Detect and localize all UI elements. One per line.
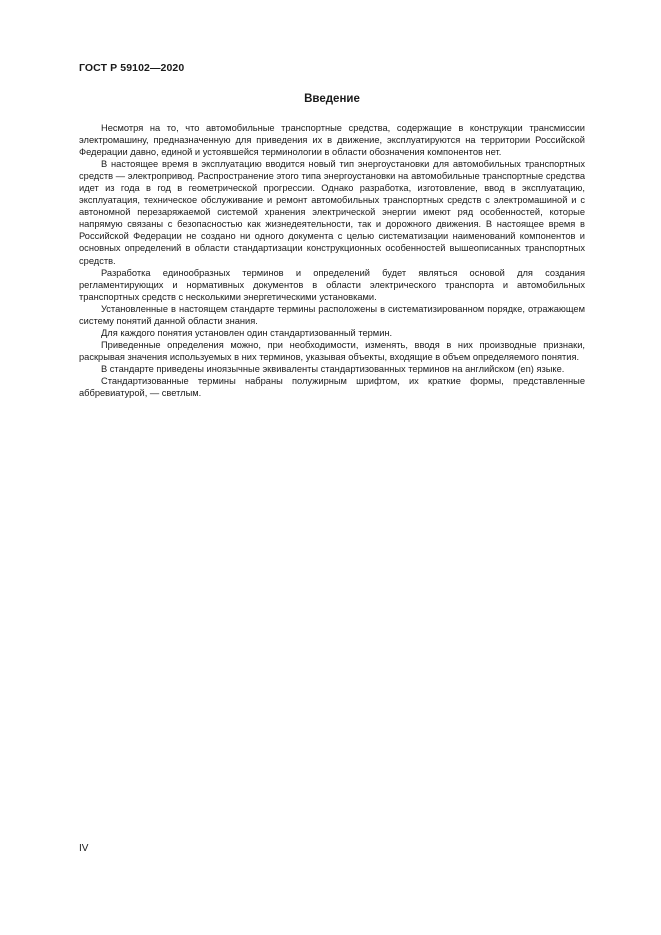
document-code: ГОСТ Р 59102—2020 <box>79 62 185 74</box>
body-text <box>79 122 585 399</box>
paragraph: Стандартизованные термины набраны полужирным шрифтом, их краткие формы, представленные аббревиатурой, — светлым. <box>79 375 585 399</box>
paragraph: Приведенные определения можно, при необходимости, изменять, вводя в них производные признаки, раскрывая значения используемых в них терминов, указывая объекты, входящие в объем определяемого понятия. <box>79 339 585 362</box>
section-title: Введение <box>304 93 360 105</box>
paragraph: Разработка единообразных терминов и определений будет являться основой для создания регламентирующих и нормативных документов в области электрического транспорта и автомобильных транспортных средств с несколькими энергетическими установками. <box>79 267 585 302</box>
paragraph: Несмотря на то, что автомобильные транспортные средства, содержащие в конструкции трансмиссии электромашину, предназначенную для приведения их в движение, эксплуатируются на территории Российской Федерации давно, единой и устоявшейся терминологии в области обозначения компонентов нет. <box>79 123 585 158</box>
paragraph: Для каждого понятия установлен один стандартизованный термин. <box>101 327 393 338</box>
paragraph: Установленные в настоящем стандарте термины расположены в систематизированном порядке, отражающем систему понятий данной области знания. <box>79 303 585 326</box>
paragraph: В настоящее время в эксплуатацию вводится новый тип энергоустановки для автомобильных транспортных средств — электропривод. Распространение этого типа энергоустановки на автомобильные транспортные средства идет из года в год в геометрической прогрессии. Однако разработка, изготовление, ввод в эксплуатацию, эксплуатация, техническое обслуживание и ремонт автомобильных транспортных средств с электромашиной и с автономной перезаряжаемой системой хранения электрической энергии имеют ряд особенностей, которые напрямую связаны с безопасностью как жизнедеятельности, так и дорожного движения. В настоящее время в Российской Федерации не создано ни одного документа с целью систематизации наименований компонентов и основных определений в области стандартизации конструкционных особенностей вышеописанных транспортных средств. <box>79 159 585 266</box>
page-number: IV <box>79 843 89 854</box>
paragraph: В стандарте приведены иноязычные эквиваленты стандартизованных терминов на английском (en) языке. <box>101 363 565 374</box>
